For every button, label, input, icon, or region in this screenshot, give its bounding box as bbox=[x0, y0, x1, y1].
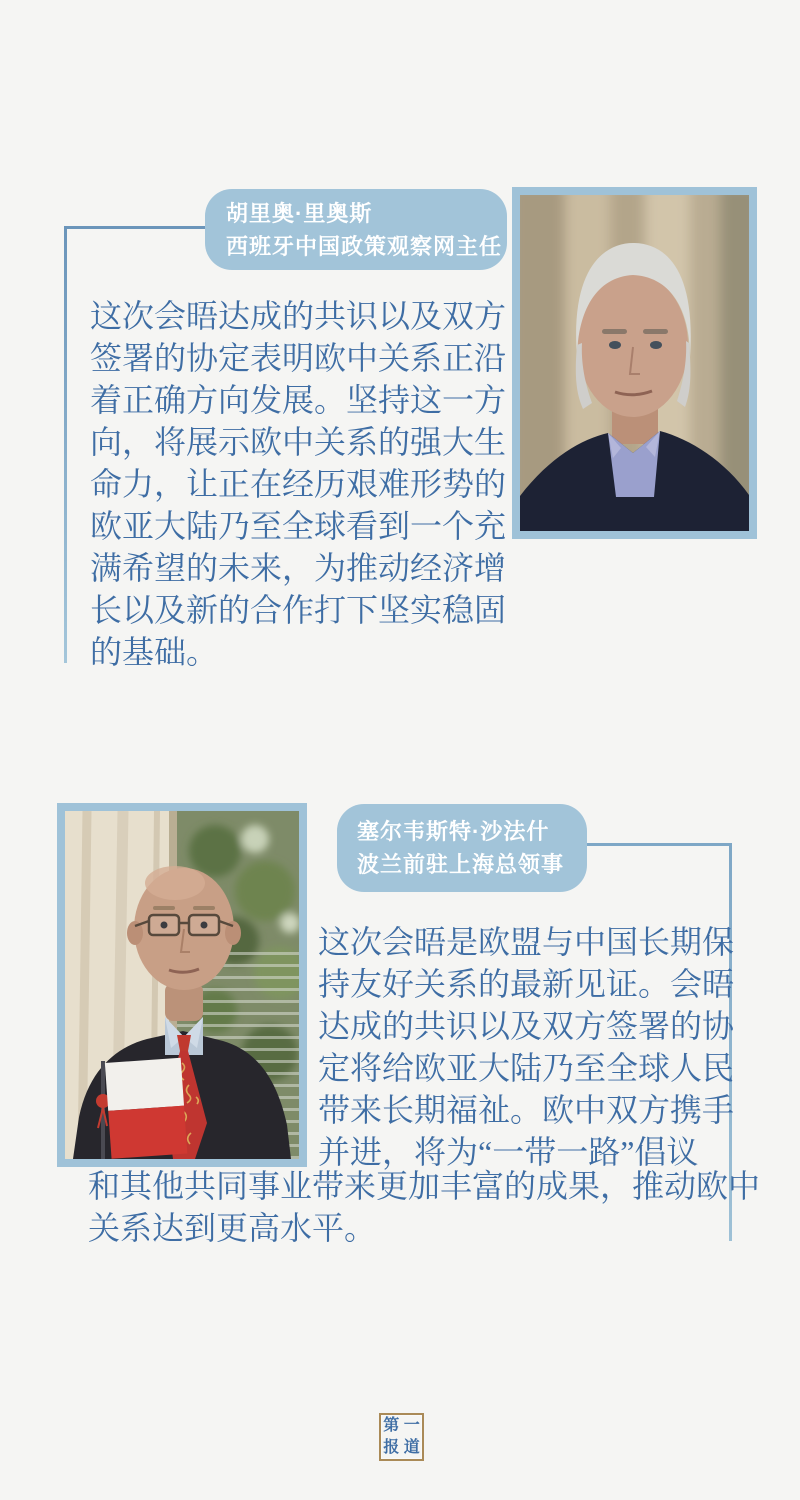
quote-line: 签署的协定表明欧中关系正沿 bbox=[90, 340, 507, 376]
quote-text-2-full-width bbox=[88, 1165, 761, 1249]
logo-char: 报 bbox=[383, 1439, 400, 1456]
speaker-name: 胡里奥·里奥斯 bbox=[226, 201, 373, 226]
quote-line: 关系达到更高水平。 bbox=[88, 1210, 377, 1246]
speaker-title: 西班牙中国政策观察网主任 bbox=[226, 234, 503, 259]
logo-char: 第 bbox=[383, 1417, 400, 1434]
quote-line: 持友好关系的最新见证。会晤 bbox=[318, 966, 735, 1002]
quote-line: 并进，将为“一带一路”倡议 bbox=[318, 1134, 699, 1170]
logo-char: 一 bbox=[403, 1417, 420, 1434]
footer-logo-diyibaodao bbox=[379, 1413, 424, 1461]
quote-line: 定将给欧亚大陆乃至全球人民 bbox=[318, 1050, 735, 1086]
quote-text-1 bbox=[90, 295, 520, 673]
quote-line: 的基础。 bbox=[90, 634, 219, 670]
portrait-photo-julio-rios bbox=[520, 195, 749, 531]
quote-line: 向，将展示欧中关系的强大生 bbox=[90, 424, 507, 460]
quote-line: 着正确方向发展。坚持这一方 bbox=[90, 382, 507, 418]
speaker-badge-2 bbox=[337, 804, 587, 892]
quote-line: 这次会晤达成的共识以及双方 bbox=[90, 298, 507, 334]
quote-line: 命力，让正在经历艰难形势的 bbox=[90, 466, 507, 502]
quote-line: 这次会晤是欧盟与中国长期保 bbox=[318, 924, 735, 960]
portrait-photo-sylwester-szafarz bbox=[65, 811, 299, 1159]
quote-line: 和其他共同事业带来更加丰富的成果，推动欧中 bbox=[88, 1168, 761, 1204]
corner-bracket-horizontal-2 bbox=[587, 843, 732, 846]
speaker-name: 塞尔韦斯特·沙法什 bbox=[357, 819, 550, 844]
speaker-badge-1 bbox=[205, 189, 507, 270]
photo-frame-2 bbox=[57, 803, 307, 1167]
photo-frame-1 bbox=[512, 187, 757, 539]
quote-line: 带来长期福祉。欧中双方携手 bbox=[318, 1092, 735, 1128]
corner-bracket-horizontal-1 bbox=[64, 226, 206, 229]
corner-bracket-vertical-1 bbox=[64, 226, 67, 663]
quote-line: 长以及新的合作打下坚实稳固 bbox=[90, 592, 507, 628]
logo-char: 道 bbox=[403, 1439, 420, 1456]
quote-text-2-beside-photo bbox=[318, 921, 738, 1173]
quote-line: 达成的共识以及双方签署的协 bbox=[318, 1008, 735, 1044]
speaker-title: 波兰前驻上海总领事 bbox=[357, 852, 565, 877]
quote-line: 欧亚大陆乃至全球看到一个充 bbox=[90, 508, 507, 544]
quote-line: 满希望的未来，为推动经济增 bbox=[90, 550, 507, 586]
